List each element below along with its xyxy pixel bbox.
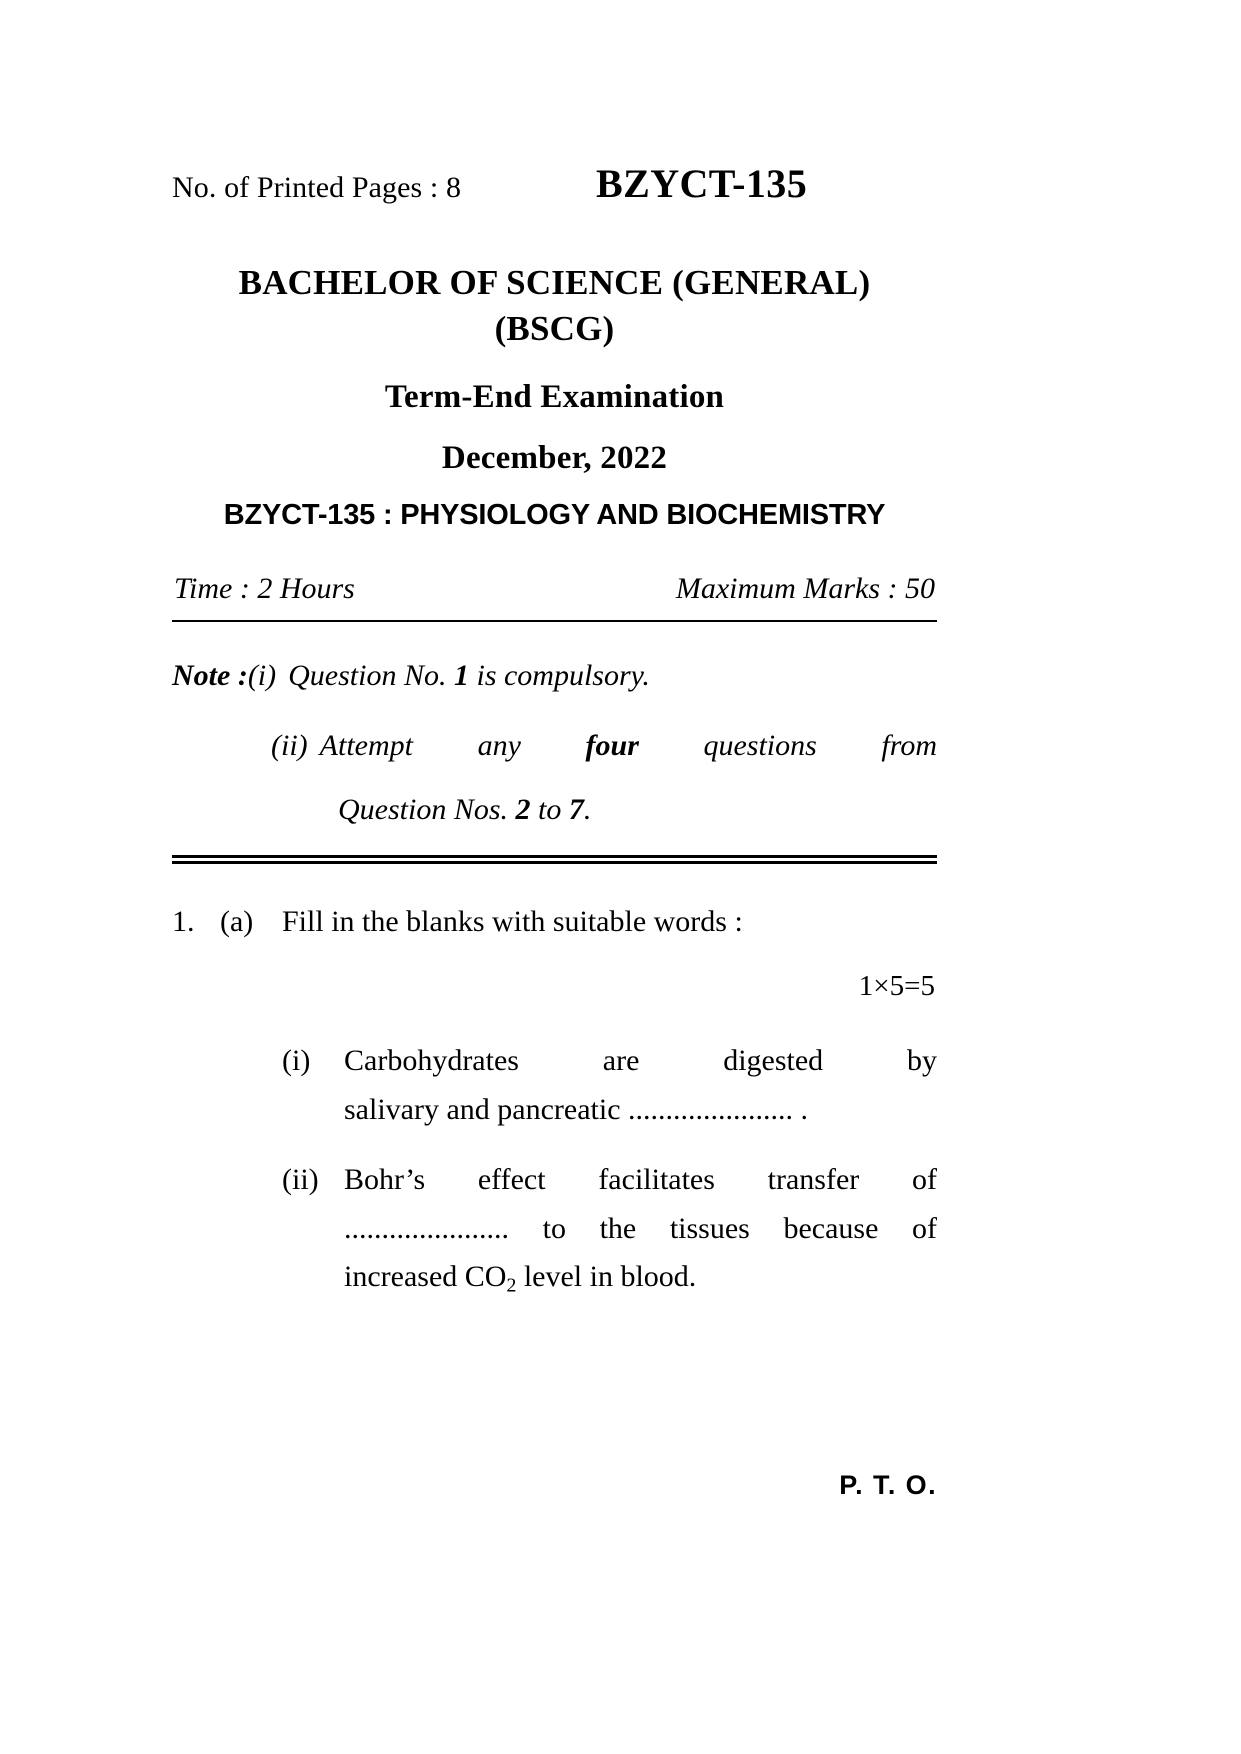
sub-item-i-line-1: Carbohydrates are digested by [344,1043,937,1077]
note-ii-before: Attempt any [319,728,586,762]
question-number: 1. [172,905,195,939]
sub-item-marker-ii: (ii) [282,1163,319,1197]
note-ii-l2-before: Question Nos. [338,793,516,827]
co2-subscript: 2 [506,1274,517,1297]
note-marker-i: (i) [247,659,277,693]
page-turn-over-label: P. T. O. [839,1470,937,1500]
note-block [172,654,937,827]
note-text-i [288,654,937,698]
title-block [172,260,937,532]
subject-title: BZYCT-135 : PHYSIOLOGY AND BIOCHEMISTRY [223,499,886,532]
maximum-marks: Maximum Marks : 50 [675,572,935,606]
note-ii-l2-middle: to [530,793,569,827]
questions-section [172,900,937,1301]
program-abbreviation: (BSCG) [494,309,615,349]
sub-item-ii-line-3 [344,1253,937,1302]
note-ii-l2-emphasis-from: 2 [515,793,531,827]
sub-item-ii-line-1: Bohr’s effect facilitates transfer of [344,1163,937,1197]
sub-item-text-ii [344,1156,937,1302]
printed-pages-label: No. of Printed Pages : 8 [172,171,462,204]
note-item-i [172,654,937,698]
question-1-header [172,900,937,944]
page-content [172,160,937,1500]
note-text-ii-line1 [320,724,937,768]
sub-item-marker-i: (i) [282,1043,311,1077]
note-label: Note : [172,659,248,693]
sub-item-ii [282,1156,937,1302]
question-marks: 1×5=5 [858,969,935,1002]
exam-type: Term-End Examination [384,379,725,416]
question-part-label: (a) [220,905,254,939]
time-allowed: Time : 2 Hours [174,572,355,606]
sub-item-ii-l3-after: level in blood. [516,1260,697,1294]
sub-item-i-line-2: salivary and pancreatic ...................... . [344,1092,809,1126]
exam-meta-row [172,572,937,606]
meta-divider [172,620,937,622]
note-ii-after: questions from [638,728,937,762]
note-ii-l2-after: . [583,793,592,827]
sub-item-i [282,1037,937,1134]
question-1-sub-items [172,1037,937,1302]
paper-code: BZYCT-135 [596,161,808,206]
sub-item-ii-line-2: ...................... to the tissues because of [344,1211,937,1245]
note-i-emphasis: 1 [453,659,469,693]
program-title: BACHELOR OF SCIENCE (GENERAL) [238,263,871,302]
note-text-ii-line2 [338,793,937,827]
exam-session: December, 2022 [441,439,668,476]
note-i-before: Question No. [288,659,454,693]
note-item-ii [172,724,937,768]
sub-item-text-i [344,1037,937,1134]
note-i-after: is compulsory. [468,659,650,693]
section-divider [172,855,937,864]
question-stem: Fill in the blanks with suitable words : [282,905,743,939]
page-header [172,160,937,216]
sub-item-ii-l3-before: increased CO [344,1260,507,1294]
note-ii-emphasis: four [585,728,639,762]
note-ii-l2-emphasis-to: 7 [568,793,584,827]
note-marker-ii: (ii) [271,728,308,762]
